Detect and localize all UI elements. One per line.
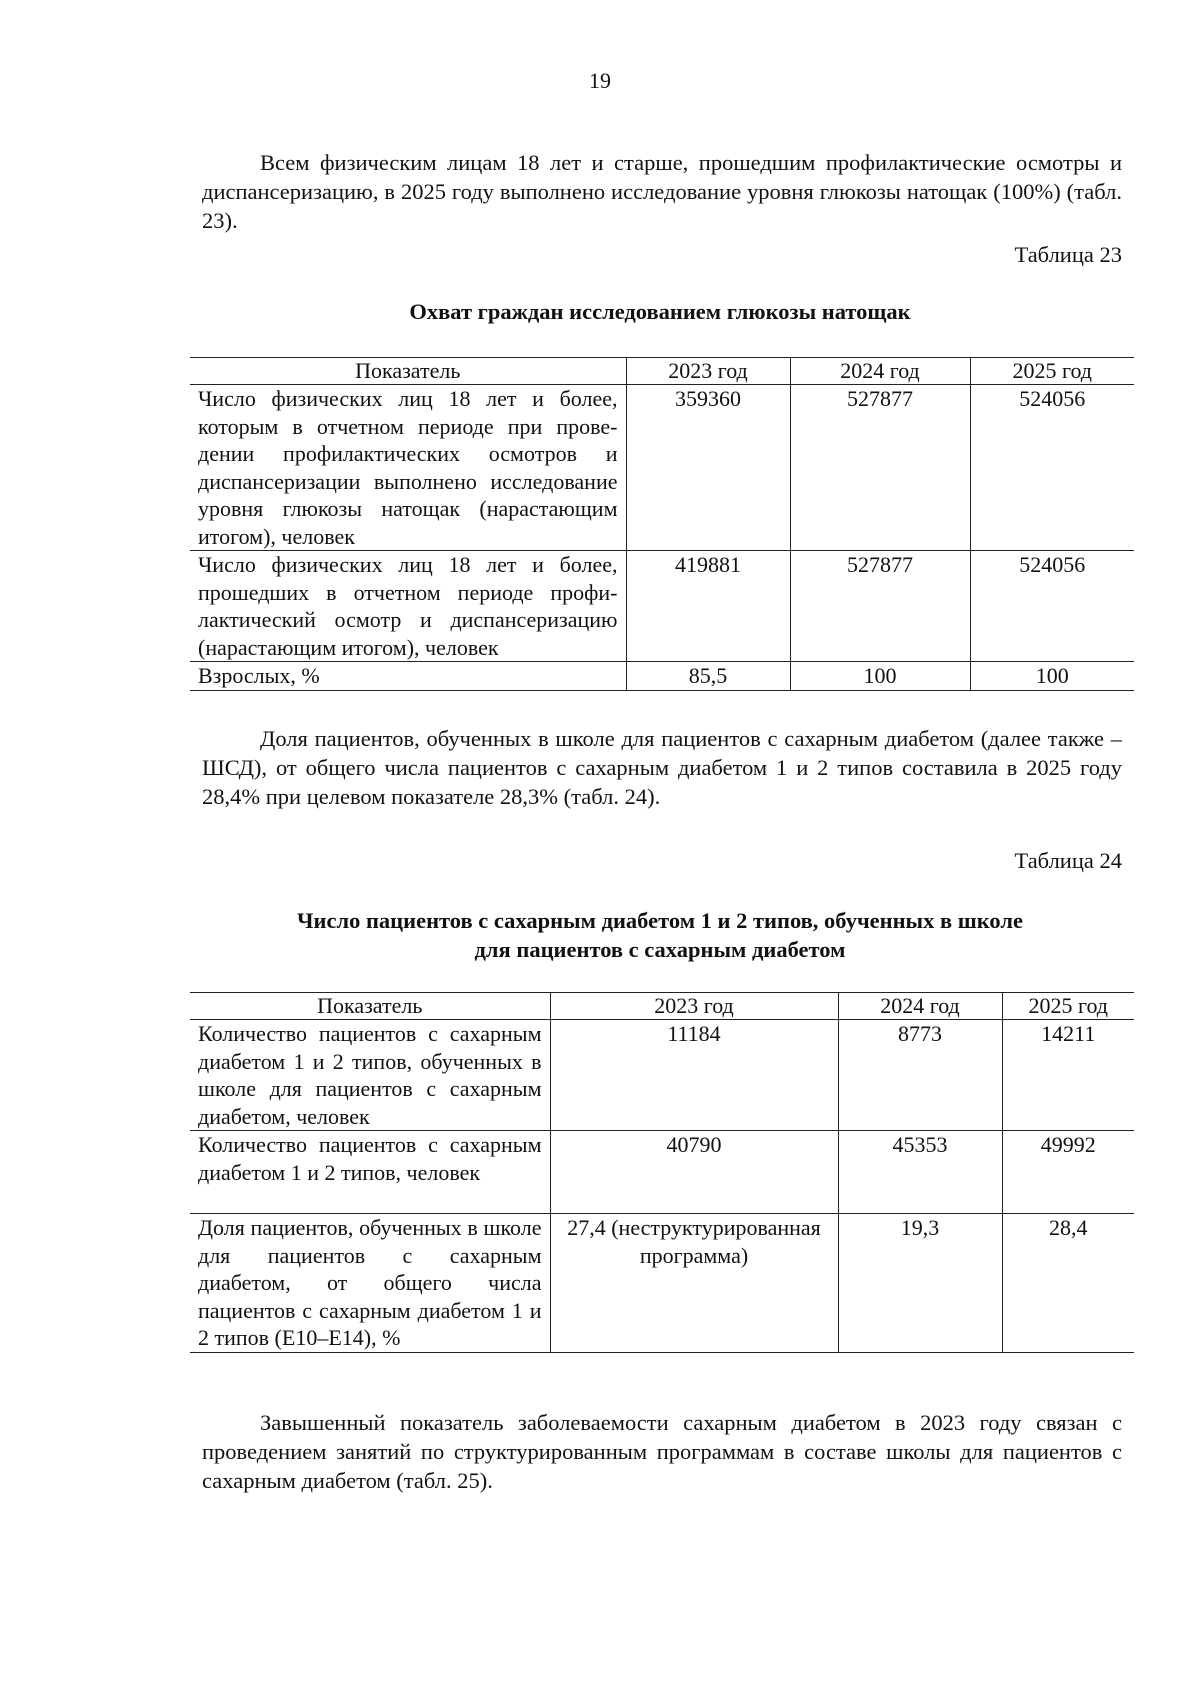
table-24-header-indicator: Показатель xyxy=(190,993,550,1020)
table-24-header-row xyxy=(190,993,1134,1020)
cell-2024: 527877 xyxy=(790,385,970,551)
cell-2025: 28,4 xyxy=(1002,1214,1134,1353)
row-label: Количество пациентов с сахарным диабетом 1 и 2 типов, человек xyxy=(190,1131,550,1214)
table-row xyxy=(190,551,1134,662)
row-label: Число физических лиц 18 лет и более, которым в отчетном периоде при проведении профилактических осмотров и диспансеризации выполнено исследование уровня глюкозы натощак (нарастающим итогом), человек xyxy=(190,385,626,551)
table-24-title xyxy=(190,906,1130,964)
table-23-header-2024: 2024 год xyxy=(790,358,970,385)
table-24-header-2025: 2025 год xyxy=(1002,993,1134,1020)
cell-2023: 11184 xyxy=(550,1020,838,1131)
cell-2025: 14211 xyxy=(1002,1020,1134,1131)
paragraph-incidence-note: Завышенный показатель заболеваемости сахарным диабетом в 2023 году связан с проведением занятий по структурированным программам в составе школы для пациентов с сахарным диабетом (табл. 25). xyxy=(202,1410,1122,1493)
page-number: 19 xyxy=(589,68,611,93)
cell-2024: 100 xyxy=(790,662,970,691)
cell-2025: 524056 xyxy=(970,551,1134,662)
table-24-title-line1: Число пациентов с сахарным диабетом 1 и 2 типов, обученных в школе xyxy=(296,908,1023,933)
table-row xyxy=(190,1020,1134,1131)
table-23-header-2025: 2025 год xyxy=(970,358,1134,385)
table-23-header-2023: 2023 год xyxy=(626,358,790,385)
cell-2023: 85,5 xyxy=(626,662,790,691)
cell-2024: 19,3 xyxy=(838,1214,1002,1353)
table-row xyxy=(190,662,1134,691)
cell-2023: 27,4 (неструктурированная программа) xyxy=(550,1214,838,1353)
paragraph-diabetes-school: Доля пациентов, обученных в школе для пациентов с сахарным диабетом (далее также – ШСД), от общего числа пациентов с сахарным диабетом 1 и 2 типов составила в 2025 году 28,4% при целевом показателе 28,3% (табл. 24). xyxy=(202,726,1122,809)
cell-2025: 49992 xyxy=(1002,1131,1134,1214)
cell-2024: 8773 xyxy=(838,1020,1002,1131)
table-23-title: Охват граждан исследованием глюкозы натощак xyxy=(409,299,911,324)
table-24 xyxy=(190,992,1134,1353)
table-24-label: Таблица 24 xyxy=(1014,848,1122,873)
table-23 xyxy=(190,357,1134,691)
table-row xyxy=(190,1131,1134,1214)
table-row xyxy=(190,1214,1134,1353)
cell-2025: 100 xyxy=(970,662,1134,691)
table-24-header-2023: 2023 год xyxy=(550,993,838,1020)
cell-2023: 419881 xyxy=(626,551,790,662)
cell-2025: 524056 xyxy=(970,385,1134,551)
row-label: Взрослых, % xyxy=(190,662,626,691)
paragraph-glucose-intro: Всем физическим лицам 18 лет и старше, прошедшим профилактические осмотры и диспансеризацию, в 2025 году выполнено исследование уровня глюкозы натощак (100%) (табл. 23). xyxy=(202,150,1122,233)
row-label: Количество пациентов с сахарным диабетом 1 и 2 типов, обученных в школе для пациентов с сахарным диабетом, человек xyxy=(190,1020,550,1131)
row-label: Доля пациентов, обученных в школе для пациентов с сахарным диабетом, от общего числа пациентов с сахарным диабетом 1 и 2 типов (E10–E14), % xyxy=(190,1214,550,1353)
table-row xyxy=(190,385,1134,551)
table-23-label: Таблица 23 xyxy=(1014,242,1122,267)
table-23-header-indicator: Показатель xyxy=(190,358,626,385)
cell-2024: 45353 xyxy=(838,1131,1002,1214)
cell-2023: 359360 xyxy=(626,385,790,551)
table-23-header-row xyxy=(190,358,1134,385)
table-24-title-line2: для пациентов с сахарным диабетом xyxy=(474,937,846,962)
row-label: Число физических лиц 18 лет и более, прошедших в отчетном периоде профилактический осмотр и диспансеризацию (нарастающим итогом), человек xyxy=(190,551,626,662)
cell-2024: 527877 xyxy=(790,551,970,662)
cell-2023: 40790 xyxy=(550,1131,838,1214)
table-24-header-2024: 2024 год xyxy=(838,993,1002,1020)
